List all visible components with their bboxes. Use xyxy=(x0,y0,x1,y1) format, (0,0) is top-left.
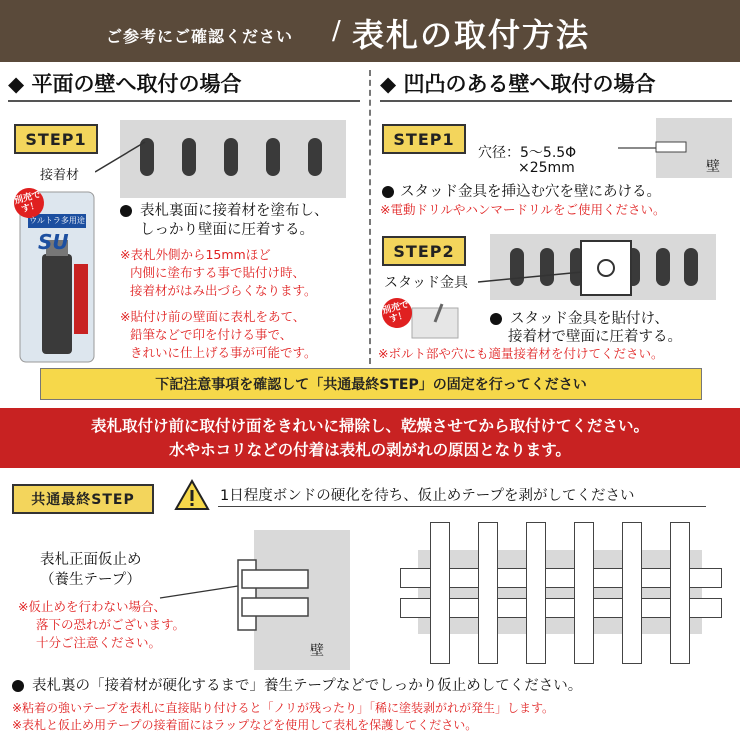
nameplate-front xyxy=(418,550,702,634)
vertical-tape xyxy=(622,522,642,664)
adhesive-strip xyxy=(224,138,238,176)
flat-note2-line1: ※貼付け前の壁面に表札をあて、 xyxy=(120,309,306,324)
final-note-line2: 落下の恐れがございます。 xyxy=(36,617,186,632)
final-wall-label: 壁 xyxy=(310,643,324,659)
bullet-dot xyxy=(382,186,394,198)
flat-note2-line3: きれいに仕上げる事が可能です。 xyxy=(130,345,317,360)
uneven-step1-label: STEP1 xyxy=(382,124,466,154)
flat-note1-line1: ※表札外側から15mmほど xyxy=(120,247,271,262)
stud-product-image xyxy=(382,296,478,346)
flat-wall-underline xyxy=(8,100,360,102)
final-note-line1: ※仮止めを行わない場合、 xyxy=(18,599,166,614)
header-title: 表札の取付方法 xyxy=(352,16,591,54)
vertical-tape xyxy=(526,522,546,664)
warning-line1: 表札取付け前に取付け面をきれいに掃除し、乾燥させてから取付けてください。 xyxy=(90,417,649,435)
warning-line2: 水やホコリなどの付着は表札の剥がれの原因となります。 xyxy=(169,441,571,459)
vertical-tape xyxy=(430,522,450,664)
adhesive-strip xyxy=(656,248,670,286)
final-note-line3: 十分ご注意ください。 xyxy=(36,635,162,650)
flat-note1-line3: 接着材がはみ出づらくなります。 xyxy=(130,283,317,298)
adhesive-strip xyxy=(182,138,196,176)
product-name: ウルトラ多用途 xyxy=(29,216,85,225)
uneven-step2-note: ※ボルト部や穴にも適量接着材を付けてください。 xyxy=(378,346,664,361)
final-note-a: ※粘着の強いテープを表札に直接貼り付けると「ノリが残ったり」「稀に塗装剥がれが発生」します。 xyxy=(12,701,555,715)
stud-plate-illustration xyxy=(490,234,716,300)
vertical-tape xyxy=(574,522,594,664)
adhesive-product-image xyxy=(14,184,100,364)
adhesive-strip xyxy=(308,138,322,176)
stud-hole xyxy=(597,259,615,277)
header-subtitle: ご参考にご確認ください xyxy=(106,27,294,46)
uneven-step1-note: ※電動ドリルやハンマードリルをご使用ください。 xyxy=(380,202,666,217)
flat-wall-title: ◆ 平面の壁へ取付の場合 xyxy=(8,72,242,96)
uneven-wall-underline xyxy=(380,100,732,102)
tape-label-line1: 表札正面仮止め xyxy=(40,552,142,568)
stud-label: スタッド金具 xyxy=(384,275,468,291)
adhesive-label: 接着材 xyxy=(40,168,80,183)
adhesive-strip xyxy=(684,248,698,286)
caution-icon xyxy=(174,478,210,512)
uneven-step1-bullet: スタッド金具を挿込む穴を壁にあける。 xyxy=(400,184,661,200)
notice-bar: 下記注意事項を確認して「共通最終STEP」の固定を行ってください xyxy=(40,368,702,400)
flat-note2-line2: 鉛筆などで印を付ける事で、 xyxy=(130,327,293,342)
flat-note1-line2: 内側に塗布する事で貼付け時、 xyxy=(130,265,306,280)
sold-separately-badge: 別売です！ xyxy=(11,185,48,222)
final-bullet: 表札裏の「接着材が硬化するまで」養生テープなどでしっかり仮止めしてください。 xyxy=(32,678,583,694)
final-step-label: 共通最終STEP xyxy=(12,484,154,514)
uneven-step2-label: STEP2 xyxy=(382,236,466,266)
bullet-dot xyxy=(490,313,502,325)
bullet-dot xyxy=(12,680,24,692)
uneven-wall-title: ◆ 凹凸のある壁へ取付の場合 xyxy=(380,72,656,96)
bullet-dot xyxy=(120,205,132,217)
adhesive-pointer-line xyxy=(95,140,155,180)
final-caution-text: 1日程度ボンドの硬化を待ち、仮止めテープを剥がしてください xyxy=(220,488,635,504)
flat-bullet-line2: しっかり壁面に圧着する。 xyxy=(140,222,314,238)
uneven-step2-bullet-line1: スタッド金具を貼付け、 xyxy=(510,311,669,327)
uneven-step2-bullet-line2: 接着材で壁面に圧着する。 xyxy=(508,329,682,345)
page-header xyxy=(0,0,740,62)
tape-label-line2: （養生テープ） xyxy=(40,572,141,588)
hole-spec-line1: 穴径：5～5.5Φ xyxy=(478,145,577,161)
flat-bullet-line1: 表札裏面に接着材を塗布し、 xyxy=(140,203,329,219)
header-separator: / xyxy=(332,16,341,46)
section-divider xyxy=(369,70,371,364)
sold-separately-badge: 別売です！ xyxy=(379,295,416,332)
wall-label: 壁 xyxy=(706,159,720,175)
hole-spec-line2: ×25mm xyxy=(518,160,575,176)
flat-step1-label: STEP1 xyxy=(14,124,98,154)
front-view-illustration xyxy=(400,522,720,662)
adhesive-strip xyxy=(266,138,280,176)
vertical-tape xyxy=(478,522,498,664)
vertical-tape xyxy=(670,522,690,664)
caution-underline xyxy=(218,506,706,507)
warning-band xyxy=(0,408,740,468)
stud-pointer-line xyxy=(478,268,588,288)
product-logo: SU xyxy=(38,230,69,254)
final-note-b: ※表札と仮止め用テープの接着面にはラップなどを使用して表札を保護してください。 xyxy=(12,718,478,732)
